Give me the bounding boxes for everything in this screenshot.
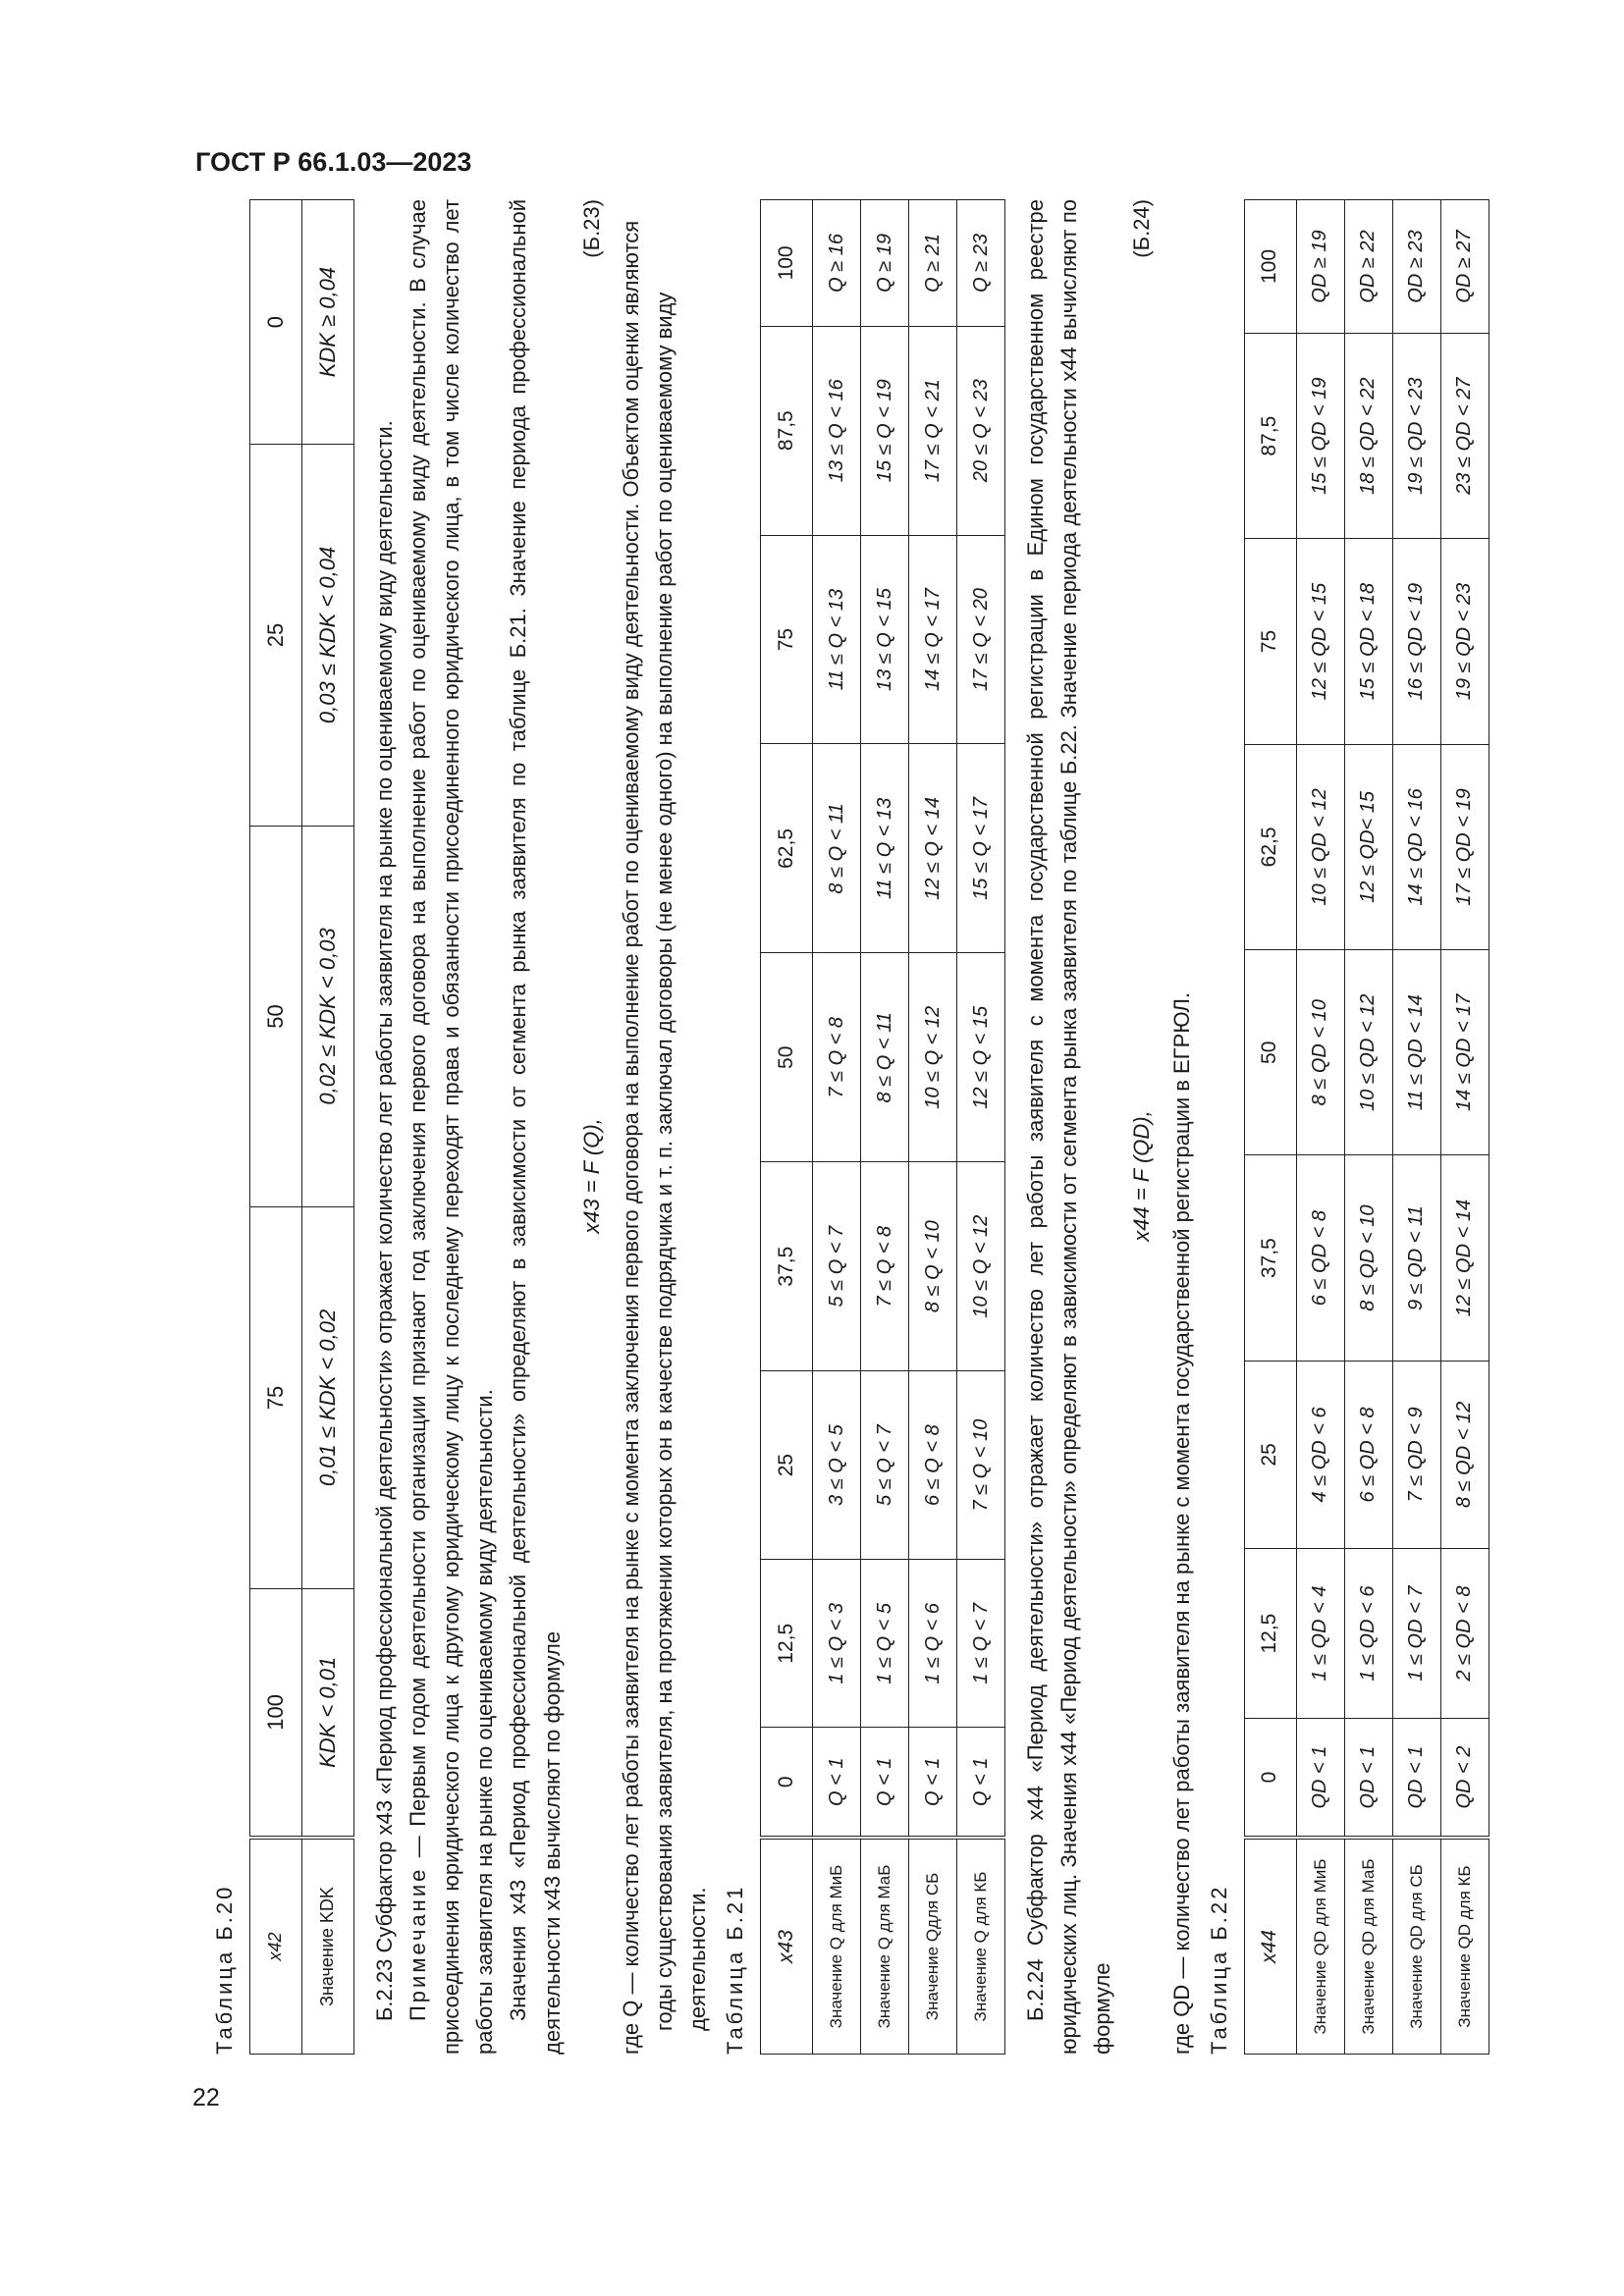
table-cell: KDK ≥ 0,04 xyxy=(302,200,354,445)
formula-text: x44 = F (QD), xyxy=(1129,1110,1155,1242)
table-cell: 18 ≤ QD < 22 xyxy=(1344,334,1392,539)
table-cell: 14 ≤ QD < 17 xyxy=(1440,950,1489,1155)
table-cell: 6 ≤ QD < 8 xyxy=(1296,1155,1344,1361)
table-cell: 19 ≤ QD < 23 xyxy=(1392,334,1440,539)
table-cell: Q < 1 xyxy=(909,1728,957,1838)
table-cell: 10 ≤ QD < 12 xyxy=(1296,744,1344,949)
table-row xyxy=(861,200,909,2055)
table-cell: 0 xyxy=(761,1728,813,1838)
table-cell: 8 ≤ Q < 11 xyxy=(813,744,861,953)
table-cell: 12 ≤ Q < 14 xyxy=(909,744,957,953)
table-cell: 16 ≤ QD < 19 xyxy=(1392,539,1440,744)
table-cell: 12,5 xyxy=(761,1560,813,1728)
paragraph-x43: Значения x43 «Период профессиональной деятельности» определяют в зависимости от сегмента рынка заявителя по таблице Б.21. Значение периода профессиональной деятельности x43 вычисляют по формуле xyxy=(506,199,565,2055)
table-cell: 1 ≤ QD < 6 xyxy=(1344,1549,1392,1719)
table-cell: Значение KDK xyxy=(302,1838,354,2055)
table-cell: 62,5 xyxy=(1244,744,1296,949)
table-cell: Q ≥ 23 xyxy=(957,200,1005,327)
table-cell: 1 ≤ QD < 4 xyxy=(1296,1549,1344,1719)
table-cell: Q < 1 xyxy=(813,1728,861,1838)
table-cell: 17 ≤ QD < 19 xyxy=(1440,744,1489,949)
table-cell: 8 ≤ QD < 12 xyxy=(1440,1361,1489,1548)
table-cell: 15 ≤ QD < 18 xyxy=(1344,539,1392,744)
table-cell: 9 ≤ QD < 11 xyxy=(1392,1155,1440,1361)
table-cell: 0,03 ≤ KDK < 0,04 xyxy=(302,445,354,827)
table-cell: 11 ≤ Q < 13 xyxy=(861,744,909,953)
table-cell: QD ≥ 23 xyxy=(1392,200,1440,334)
table-b20 xyxy=(249,199,354,2055)
table-cell: 15 ≤ QD < 19 xyxy=(1296,334,1344,539)
table-row xyxy=(1392,200,1440,2055)
formula-text: x43 = F (Q), xyxy=(578,1118,604,1234)
table-cell: 37,5 xyxy=(1244,1155,1296,1361)
table-cell: 12 ≤ Q < 15 xyxy=(957,953,1005,1162)
table-cell: x43 xyxy=(761,1838,813,2055)
table-cell: Значение Qдля СБ xyxy=(909,1838,957,2055)
where-qd-paragraph: где QD — количество лет работы заявителя на рынке с момента государственной регистрации в ЕГРЮЛ. xyxy=(1168,991,1194,2055)
table-cell: 1 ≤ Q < 7 xyxy=(957,1560,1005,1728)
table-cell: 23 ≤ QD < 27 xyxy=(1440,334,1489,539)
table-cell: QD < 1 xyxy=(1296,1719,1344,1838)
table-cell: QD ≥ 22 xyxy=(1344,200,1392,334)
table-b22 xyxy=(1244,199,1489,2055)
table-cell: 11 ≤ Q < 13 xyxy=(813,535,861,744)
table-b20-caption: Таблица Б.20 xyxy=(212,1884,237,2055)
table-cell: 12 ≤ QD < 14 xyxy=(1440,1155,1489,1361)
table-cell: 8 ≤ Q < 10 xyxy=(909,1162,957,1371)
table-cell: 37,5 xyxy=(761,1162,813,1371)
note-text: — Первым годом деятельности организации признают год заключения первого договора на выполнение работ по оцениваемому виду деятельности. В случае присоединения юридического лица к другому юридическому лицу к последнему переходят права и обязанности присоединенного юридического лица, в том числе количество лет работы заявителя на рынке по оцениваемому виду деятельности. xyxy=(406,199,498,2055)
table-cell: QD < 1 xyxy=(1392,1719,1440,1838)
table-cell: Значение QD для СБ xyxy=(1392,1838,1440,2055)
table-cell: 25 xyxy=(250,445,302,827)
table-cell: 1 ≤ Q < 6 xyxy=(909,1560,957,1728)
table-cell: 12 ≤ QD< 15 xyxy=(1344,744,1392,949)
table-cell: 7 ≤ Q < 8 xyxy=(861,1162,909,1371)
table-cell: 0 xyxy=(1244,1719,1296,1838)
table-cell: Q < 1 xyxy=(957,1728,1005,1838)
table-cell: 100 xyxy=(250,1588,302,1838)
table-cell: QD < 1 xyxy=(1344,1719,1392,1838)
table-cell: 3 ≤ Q < 5 xyxy=(813,1371,861,1560)
paragraph-b224: Б.2.24 Субфактор x44 «Период деятельности» отражает количество лет работы заявителя с момента государственной регистрации в Едином государственном реестре юридических лиц. Значения x44 «Период деятельности» определяют в зависимости от сегмента рынка заявителя по таблице Б.22. Значение периода деятельности x44 вычисляют по формуле xyxy=(1023,199,1115,2055)
table-cell: 1 ≤ QD < 7 xyxy=(1392,1549,1440,1719)
table-cell: 17 ≤ Q < 20 xyxy=(957,535,1005,744)
table-cell: QD ≥ 19 xyxy=(1296,200,1344,334)
table-row xyxy=(909,200,957,2055)
table-cell: 62,5 xyxy=(761,744,813,953)
table-row xyxy=(813,200,861,2055)
table-cell: 50 xyxy=(761,953,813,1162)
table-cell: 0 xyxy=(250,200,302,445)
table-cell: 8 ≤ Q < 11 xyxy=(861,953,909,1162)
table-cell: 87,5 xyxy=(1244,334,1296,539)
table-cell: 10 ≤ Q < 12 xyxy=(957,1162,1005,1371)
table-cell: KDK < 0,01 xyxy=(302,1588,354,1838)
table-row xyxy=(250,200,302,2055)
table-cell: Q ≥ 16 xyxy=(813,200,861,327)
table-cell: 5 ≤ Q < 7 xyxy=(861,1371,909,1560)
document-header: ГОСТ Р 66.1.03—2023 xyxy=(195,147,472,177)
table-cell: 12 ≤ QD < 15 xyxy=(1296,539,1344,744)
table-cell: 17 ≤ Q < 21 xyxy=(909,326,957,535)
table-cell: 0,01 ≤ KDK < 0,02 xyxy=(302,1207,354,1589)
table-cell: 1 ≤ Q < 3 xyxy=(813,1560,861,1728)
table-cell: 14 ≤ Q < 17 xyxy=(909,535,957,744)
table-cell: 100 xyxy=(761,200,813,327)
table-cell: Значение Q для МаБ xyxy=(861,1838,909,2055)
table-cell: QD ≥ 27 xyxy=(1440,200,1489,334)
table-b21 xyxy=(760,199,1005,2055)
table-cell: 10 ≤ Q < 12 xyxy=(909,953,957,1162)
table-cell: 14 ≤ QD < 16 xyxy=(1392,744,1440,949)
table-cell: 100 xyxy=(1244,200,1296,334)
table-cell: Q < 1 xyxy=(861,1728,909,1838)
table-cell: 12,5 xyxy=(1244,1549,1296,1719)
table-cell: Значение QD для КБ xyxy=(1440,1838,1489,2055)
table-cell: x44 xyxy=(1244,1838,1296,2055)
table-row xyxy=(1296,200,1344,2055)
table-cell: 7 ≤ Q < 8 xyxy=(813,953,861,1162)
table-cell: 75 xyxy=(1244,539,1296,744)
table-cell: Значение Q для МиБ xyxy=(813,1838,861,2055)
table-cell: 13 ≤ Q < 15 xyxy=(861,535,909,744)
note-paragraph xyxy=(402,199,502,2055)
table-cell: 6 ≤ Q < 8 xyxy=(909,1371,957,1560)
table-b22-caption: Таблица Б.22 xyxy=(1206,1884,1231,2055)
table-cell: 6 ≤ QD < 8 xyxy=(1344,1361,1392,1548)
table-cell: 75 xyxy=(761,535,813,744)
table-cell: 50 xyxy=(250,826,302,1207)
table-cell: QD < 2 xyxy=(1440,1719,1489,1838)
table-cell: 15 ≤ Q < 17 xyxy=(957,744,1005,953)
table-row xyxy=(957,200,1005,2055)
table-cell: 15 ≤ Q < 19 xyxy=(861,326,909,535)
table-cell: 19 ≤ QD < 23 xyxy=(1440,539,1489,744)
table-cell: Q ≥ 19 xyxy=(861,200,909,327)
table-cell: 75 xyxy=(250,1207,302,1589)
note-label: Примечание xyxy=(406,1866,431,2021)
table-cell: 0,02 ≤ KDK < 0,03 xyxy=(302,826,354,1207)
table-cell: 7 ≤ QD < 9 xyxy=(1392,1361,1440,1548)
table-row xyxy=(302,200,354,2055)
table-cell: x42 xyxy=(250,1838,302,2055)
table-cell: 11 ≤ QD < 14 xyxy=(1392,950,1440,1155)
table-cell: 2 ≤ QD < 8 xyxy=(1440,1549,1489,1719)
page-number: 22 xyxy=(192,2084,220,2111)
table-cell: Q ≥ 21 xyxy=(909,200,957,327)
formula-number: (Б.23) xyxy=(578,199,604,258)
table-cell: Значение QD для МаБ xyxy=(1344,1838,1392,2055)
paragraph-b223: Б.2.23 Субфактор x43 «Период профессиональной деятельности» отражает количество лет работы заявителя на рынке по оцениваемому виду деятельности. xyxy=(372,420,398,2021)
table-b21-caption: Таблица Б.21 xyxy=(723,1884,748,2055)
table-cell: 8 ≤ QD < 10 xyxy=(1344,1155,1392,1361)
table-cell: Значение Q для КБ xyxy=(957,1838,1005,2055)
table-row xyxy=(1344,200,1392,2055)
table-cell: 25 xyxy=(761,1371,813,1560)
table-row xyxy=(761,200,813,2055)
table-cell: 87,5 xyxy=(761,326,813,535)
table-row xyxy=(1440,200,1489,2055)
formula-number: (Б.24) xyxy=(1129,199,1155,258)
table-cell: 7 ≤ Q < 10 xyxy=(957,1371,1005,1560)
table-cell: 13 ≤ Q < 16 xyxy=(813,326,861,535)
table-cell: 50 xyxy=(1244,950,1296,1155)
table-cell: 10 ≤ QD < 12 xyxy=(1344,950,1392,1155)
table-cell: Значение QD для МиБ xyxy=(1296,1838,1344,2055)
formula-b24 xyxy=(1125,199,1159,2055)
table-cell: 1 ≤ Q < 5 xyxy=(861,1560,909,1728)
where-q-paragraph: где Q — количество лет работы заявителя на рынке с момента заключения первого договора на выполнение работ по оцениваемому виду деятельности. Объектом оценки являются годы существования заявителя, на протяжении которых он в качестве подрядчика и т. п. заключал договоры (не менее одного) на выполнение работ по оцениваемому виду деятельности. xyxy=(618,220,710,2055)
table-row xyxy=(1244,200,1296,2055)
rotated-page-content xyxy=(204,199,1490,2055)
table-cell: 4 ≤ QD < 6 xyxy=(1296,1361,1344,1548)
table-cell: 8 ≤ QD < 10 xyxy=(1296,950,1344,1155)
table-cell: 25 xyxy=(1244,1361,1296,1548)
table-cell: 20 ≤ Q < 23 xyxy=(957,326,1005,535)
table-cell: 5 ≤ Q < 7 xyxy=(813,1162,861,1371)
formula-b23 xyxy=(575,199,609,2055)
